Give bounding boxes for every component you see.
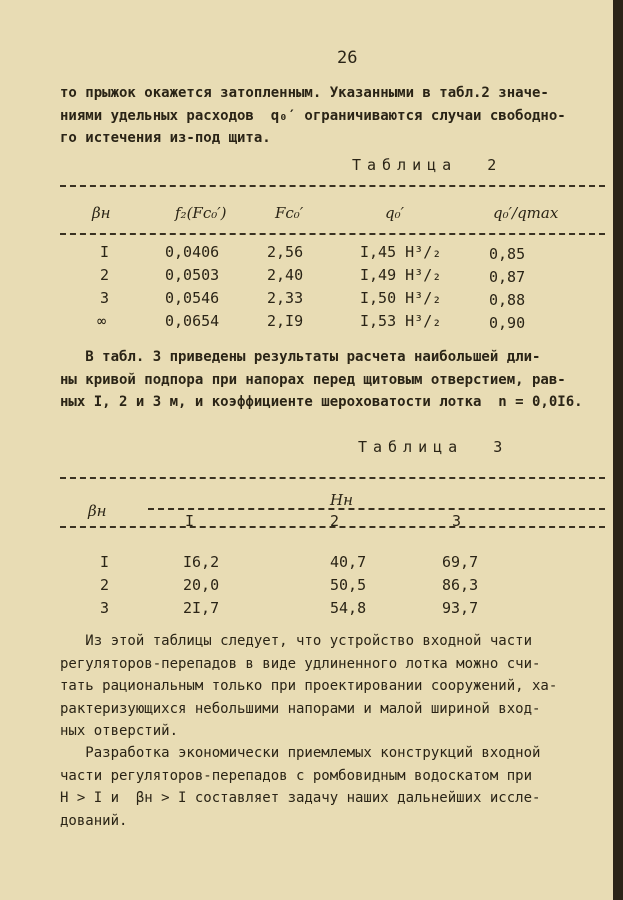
table2-cell: 0,88: [489, 291, 526, 309]
table2-cell: 2,56: [267, 243, 304, 261]
text-line: ниями удельных расходов q₀′ ограничиваются случаи свободно-: [60, 107, 566, 124]
table3-cell: 69,7: [442, 553, 479, 571]
conclusion-paragraph: [60, 630, 605, 743]
page-edge-shadow: [613, 0, 623, 900]
table3-rule-top: [60, 477, 605, 479]
table2-cell: 0,85: [489, 245, 526, 263]
text-line: ных отверстий.: [60, 723, 179, 739]
table2-header-ratio: q₀′/qmax: [493, 204, 559, 222]
table3-col-header: 2: [330, 512, 340, 530]
table2-header-q0: q₀′: [385, 204, 405, 222]
table2-cell: 2: [100, 266, 110, 284]
text-line: тать рациональным только при проектировании сооружений, ха-: [60, 678, 558, 694]
table2-cell: 0,87: [489, 268, 526, 286]
table2-header-fc: Fc₀′: [275, 204, 304, 222]
table3-col-header: 3: [452, 512, 462, 530]
text-line: части регуляторов-перепадов с ромбовидным водоскатом при: [60, 767, 533, 784]
middle-paragraph: [60, 346, 605, 414]
table3-cell: 54,8: [330, 599, 367, 617]
table3-header-beta: βн: [88, 502, 107, 520]
table2-cell: 2,40: [267, 266, 304, 284]
table3-cell: 40,7: [330, 553, 367, 571]
intro-paragraph: [60, 82, 605, 150]
final-paragraph: [60, 742, 605, 832]
table3-rule-group: [148, 508, 605, 510]
table2-cell: ∞: [97, 312, 107, 330]
table2-rule-top: [60, 185, 605, 187]
table2-cell: I,49 H³/₂: [360, 266, 442, 284]
table3-cell: I6,2: [183, 553, 220, 571]
table2-cell: 0,0503: [165, 266, 220, 284]
table3-col-header: I: [185, 512, 195, 530]
table2-cell: I,53 H³/₂: [360, 312, 442, 330]
text-line: Н > I и βн > I составляет задачу наших дальнейших иссле-: [60, 790, 541, 806]
text-line: го истечения из-под щита.: [60, 130, 271, 146]
table3-cell: 20,0: [183, 576, 220, 594]
table2-cell: 2,I9: [267, 312, 304, 330]
table3-cell: 93,7: [442, 599, 479, 617]
table2-cell: 0,0406: [165, 243, 220, 261]
table3-caption: Таблица 3: [358, 438, 509, 456]
text-line: рактеризующихся небольшими напорами и малой шириной вход-: [60, 700, 541, 717]
text-line: В табл. 3 приведены результаты расчета наибольшей дли-: [60, 349, 541, 365]
table2-header-beta: βн: [92, 204, 111, 222]
table2-cell: I,50 H³/₂: [360, 289, 442, 307]
table2-cell: 0,0546: [165, 289, 220, 307]
table3-cell: I: [100, 553, 110, 571]
table3-cell: 3: [100, 599, 110, 617]
table2-rule-header: [60, 233, 605, 235]
table2-cell: I: [100, 243, 110, 261]
page-number: 26: [337, 48, 358, 68]
text-line: дований.: [60, 812, 128, 829]
table2-cell: 0,90: [489, 314, 526, 332]
text-line: то прыжок окажется затопленным. Указанными в табл.2 значе-: [60, 85, 549, 101]
text-line: Разработка экономически приемлемых конструкций входной: [60, 745, 541, 761]
table2-cell: 3: [100, 289, 110, 307]
table3-cell: 2: [100, 576, 110, 594]
table2-header-f2: f₂(Fc₀′): [175, 204, 227, 222]
table2-cell: 2,33: [267, 289, 304, 307]
text-line: регуляторов-перепадов в виде удлиненного лотка можно счи-: [60, 655, 541, 672]
table3-rule-header: [60, 526, 605, 528]
table3-cell: 86,3: [442, 576, 479, 594]
text-line: Из этой таблицы следует, что устройство входной части: [60, 633, 533, 649]
table2-caption: Таблица 2: [352, 156, 503, 174]
table2-cell: I,45 H³/₂: [360, 243, 442, 261]
table2-cell: 0,0654: [165, 312, 220, 330]
table3-cell: 2I,7: [183, 599, 220, 617]
table3-header-h: Hн: [330, 491, 353, 509]
table3-cell: 50,5: [330, 576, 367, 594]
text-line: ных I, 2 и 3 м, и коэффициенте шероховатости лотка n = 0,0I6.: [60, 394, 583, 410]
text-line: ны кривой подпора при напорах перед щитовым отверстием, рав-: [60, 371, 566, 388]
